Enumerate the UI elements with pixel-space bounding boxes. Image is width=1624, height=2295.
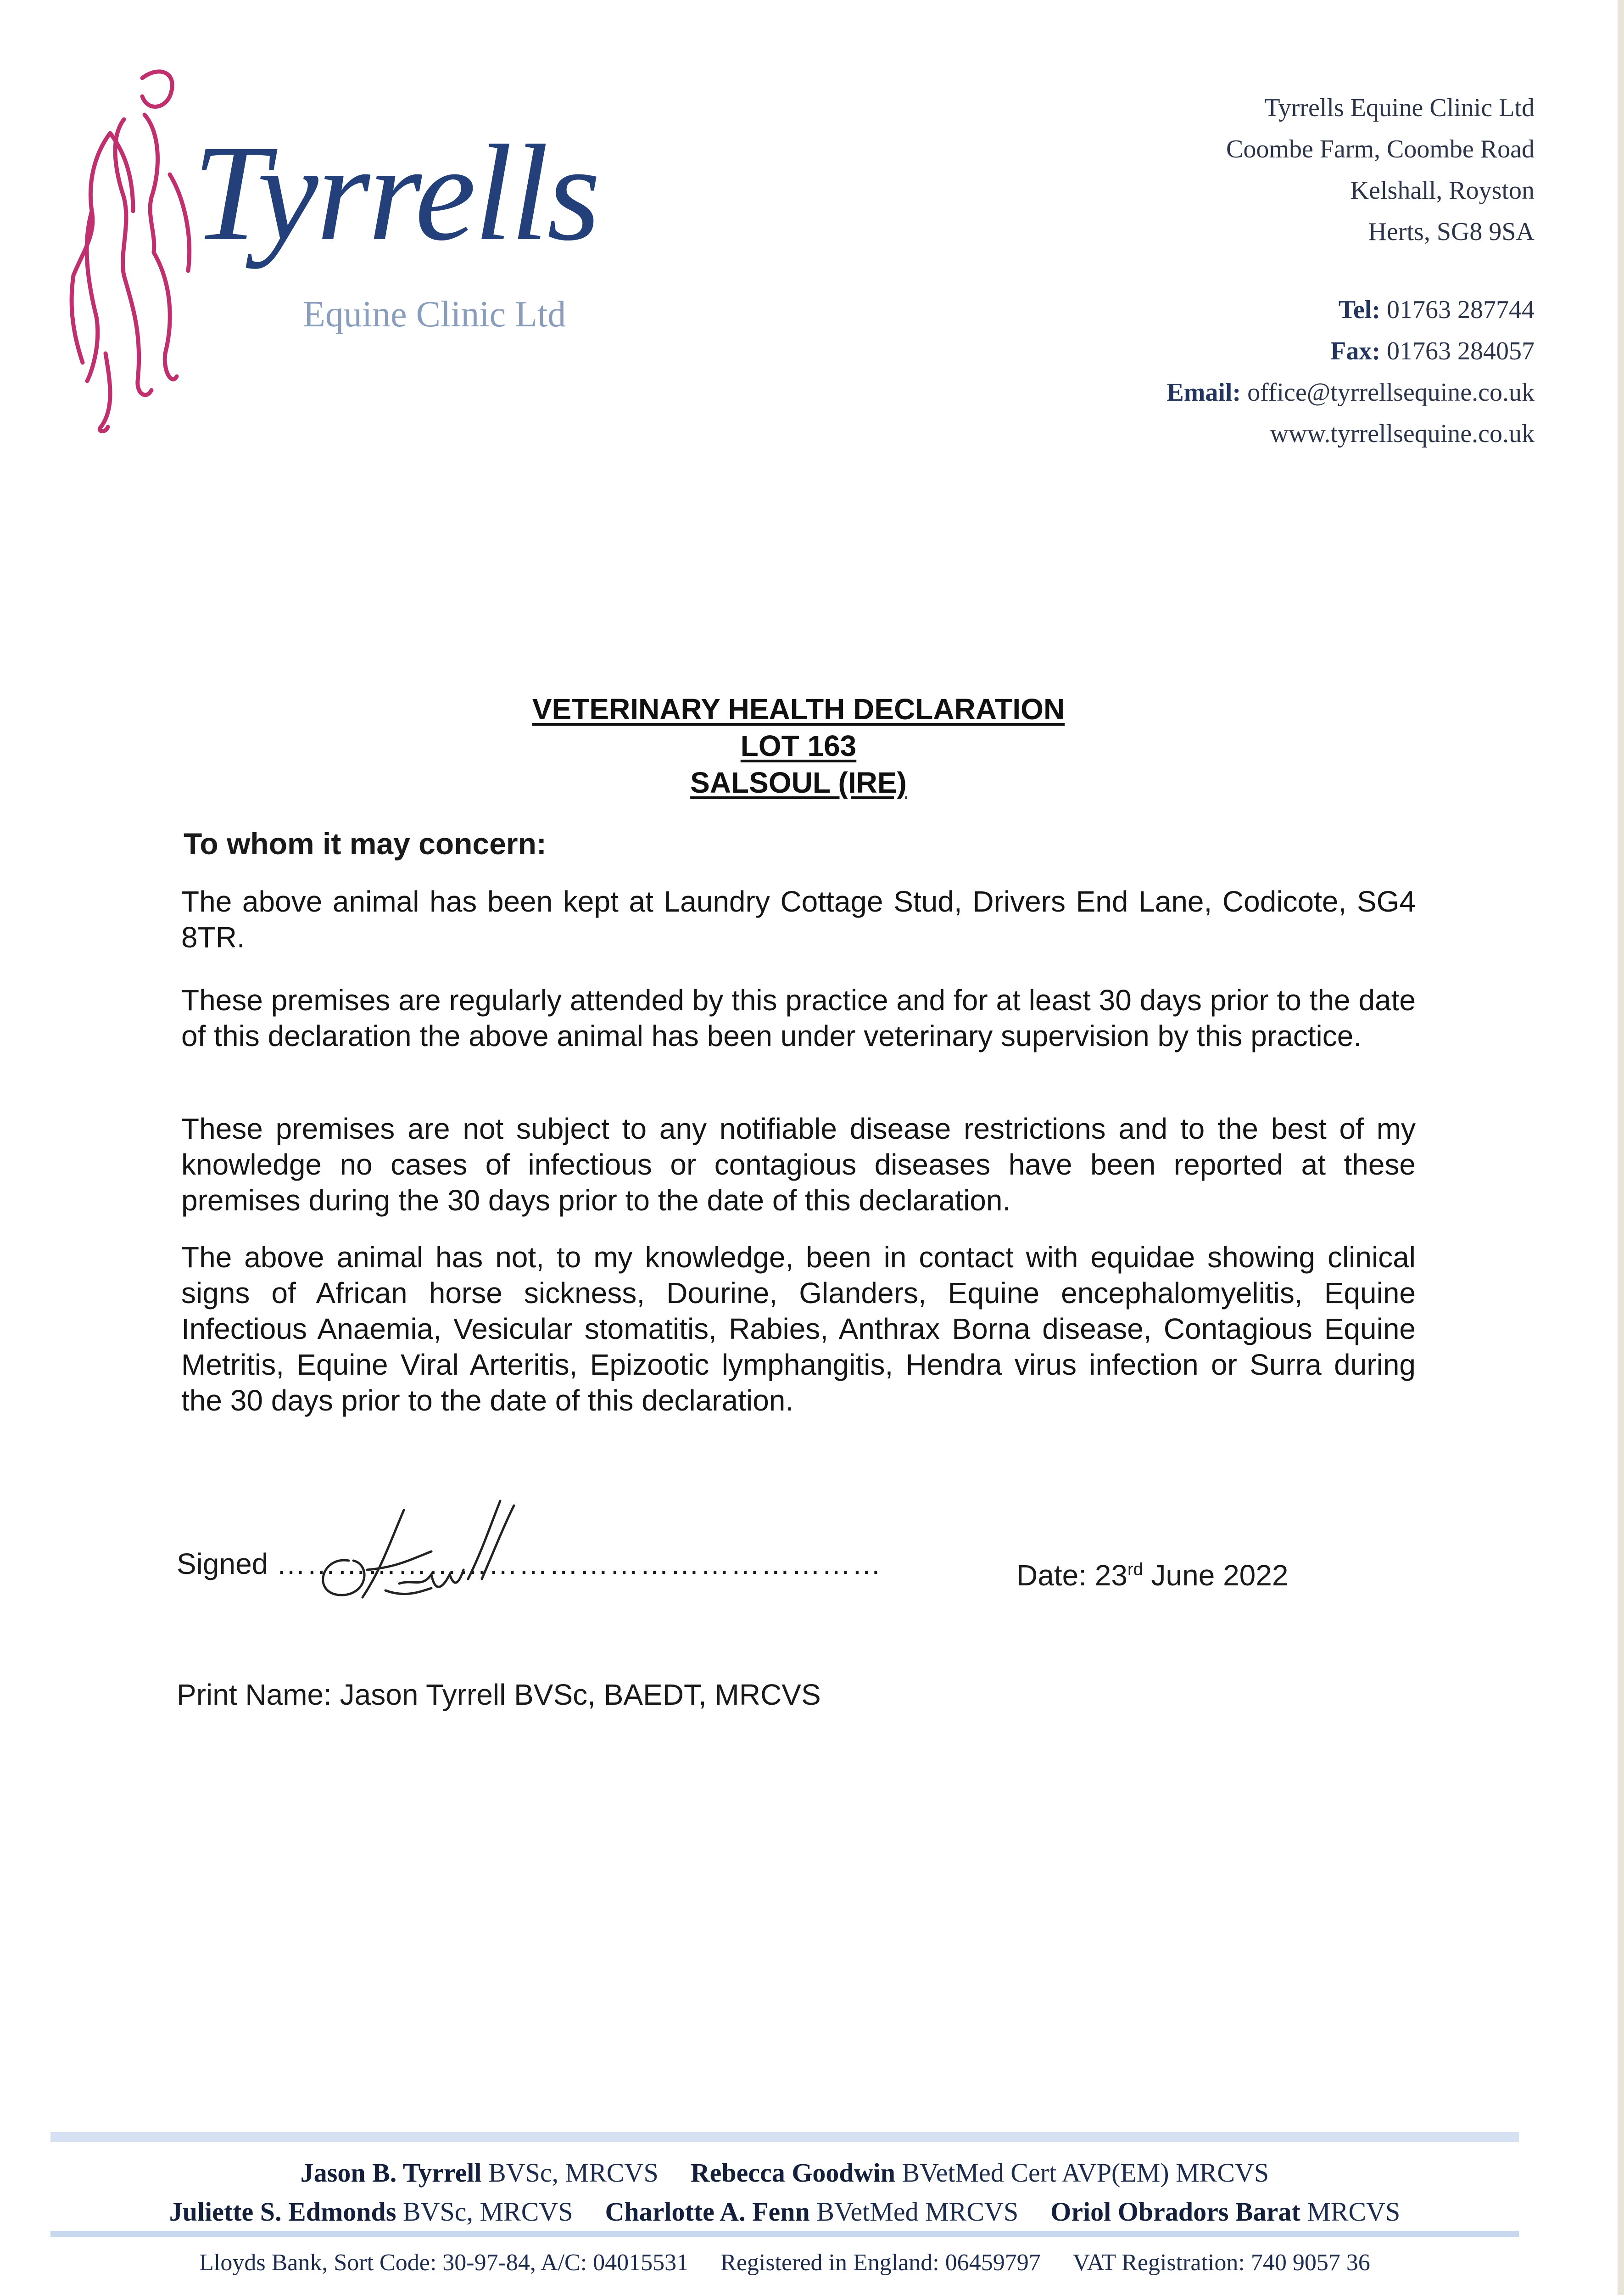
salutation: To whom it may concern: (184, 827, 547, 861)
footer-vets-row-2 (50, 2196, 1519, 2227)
vet-quals: BVSc, MRCVS (396, 2197, 573, 2227)
fax-value: 01763 284057 (1387, 337, 1535, 365)
vet-quals: BVetMed MRCVS (809, 2197, 1019, 2227)
company-registration: Registered in England: 06459797 (720, 2250, 1041, 2276)
address-line: Kelshall, Royston (1350, 176, 1535, 205)
footer-divider-bottom (50, 2231, 1519, 2237)
clinic-contact (1166, 289, 1535, 454)
vat-registration: VAT Registration: 740 9057 36 (1072, 2250, 1370, 2276)
bank-details: Lloyds Bank, Sort Code: 30-97-84, A/C: 04015531 (199, 2250, 689, 2276)
email-value[interactable]: office@tyrrellsequine.co.uk (1247, 378, 1535, 407)
tel-value: 01763 287744 (1387, 296, 1535, 324)
address-line: Herts, SG8 9SA (1368, 218, 1535, 246)
paragraph-supervision: These premises are regularly attended by this practice and for at least 30 days prior to the date of this declaration the above animal has been under veterinary supervision by this practice. (181, 984, 1416, 1052)
print-name: Print Name: Jason Tyrrell BVSc, BAEDT, MRCVS (177, 1678, 821, 1711)
logo-subtitle: Equine Clinic Ltd (303, 294, 566, 335)
date-prefix: Date: 23 (1016, 1559, 1127, 1592)
declaration-title (0, 691, 1597, 801)
vet-quals: MRCVS (1300, 2197, 1401, 2227)
address-line: Tyrrells Equine Clinic Ltd (1264, 94, 1535, 122)
vet-name: Charlotte A. Fenn (605, 2197, 810, 2227)
title-horse-name: SALSOUL (IRE) (690, 766, 907, 799)
vet-quals: BVetMed Cert AVP(EM) MRCVS (895, 2158, 1269, 2188)
horse-rider-logo-icon (55, 60, 206, 436)
date-suffix: June 2022 (1143, 1559, 1289, 1592)
vet-quals: BVSc, MRCVS (481, 2158, 659, 2188)
tel-line (1166, 289, 1535, 330)
footer-divider-top (50, 2132, 1519, 2142)
fax-line (1166, 330, 1535, 372)
vet-name: Oriol Obradors Barat (1050, 2197, 1300, 2227)
paragraph-restrictions: These premises are not subject to any notifiable disease restrictions and to the best of my knowledge no cases of infectious or contagious diseases have been reported at these premises during the 30 days prior to the date of this declaration. (181, 1112, 1416, 1217)
paragraph-premises: The above animal has been kept at Laundry Cottage Stud, Drivers End Lane, Codicote, SG4 8TR. (181, 885, 1416, 954)
clinic-logo (55, 60, 606, 445)
title-line-1: VETERINARY HEALTH DECLARATION (532, 693, 1065, 726)
vet-name: Juliette S. Edmonds (169, 2197, 396, 2227)
title-lot: LOT 163 (740, 729, 857, 762)
website-link[interactable]: www.tyrrellsequine.co.uk (1270, 420, 1535, 448)
email-line (1166, 372, 1535, 413)
signature-dots: …………………………………………………… (276, 1547, 882, 1580)
vet-name: Jason B. Tyrrell (300, 2158, 482, 2188)
page-edge (1618, 0, 1624, 2295)
fax-label: Fax: (1330, 337, 1380, 365)
vet-name: Rebecca Goodwin (690, 2158, 895, 2188)
signed-label: Signed (177, 1547, 268, 1580)
logo-wordmark: Tyrrells (193, 117, 599, 269)
paragraph-contact-diseases: The above animal has not, to my knowledge, been in contact with equidae showing clinical signs of African horse sickness, Dourine, Glanders, Equine encephalomyelitis, Equine Infectious Anaemia, Vesicular stomatitis, Rabies, Anthrax Borna disease, Contagious Equine Metritis, Equine Viral Arteritis, Epizootic lymphangitis, Hendra virus infection or Surra during the 30 days prior to the date of this declaration. (181, 1241, 1416, 1417)
tel-label: Tel: (1338, 296, 1380, 324)
clinic-address (1226, 87, 1535, 252)
address-line: Coombe Farm, Coombe Road (1226, 135, 1535, 163)
date-ordinal: rd (1127, 1560, 1143, 1579)
footer-vets-row-1 (50, 2157, 1519, 2188)
declaration-date (1016, 1558, 1288, 1592)
handwritten-signature (294, 1492, 578, 1611)
email-label: Email: (1166, 378, 1241, 407)
footer-company-details (50, 2249, 1519, 2276)
